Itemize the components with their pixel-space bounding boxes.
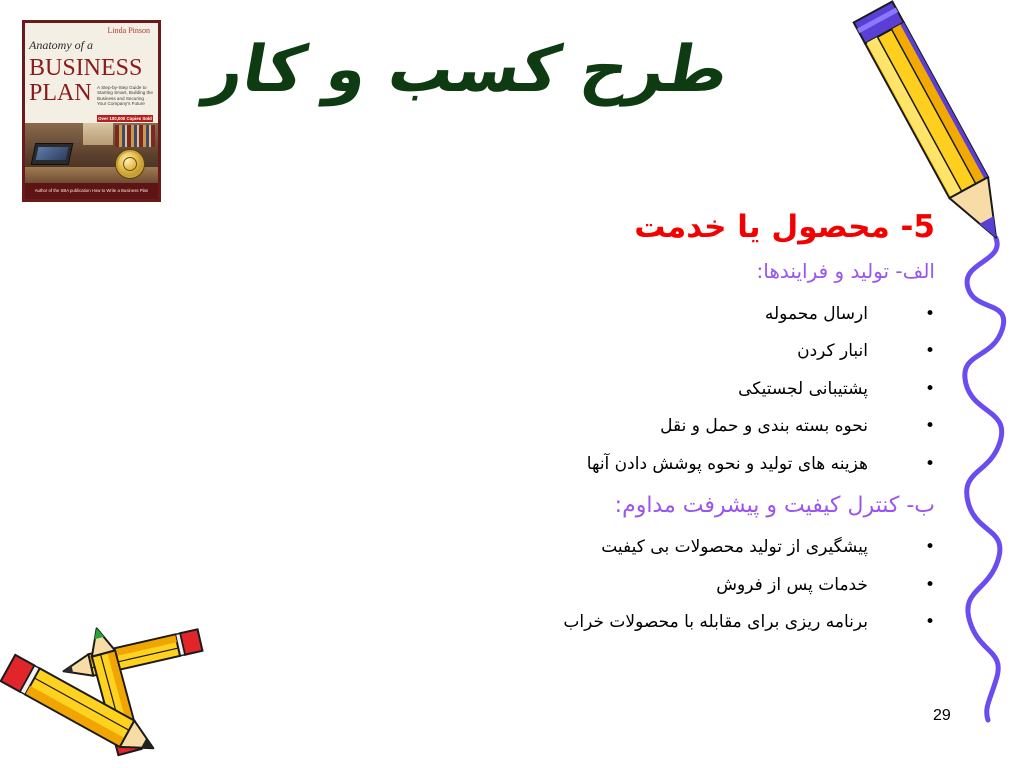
laptop-icon: [31, 143, 74, 165]
bullet-icon: •: [924, 574, 935, 595]
bullet-list: [415, 529, 935, 642]
list-item-text: خدمات پس از فروش: [716, 574, 868, 595]
book-cover-photo: [25, 123, 158, 183]
bullet-icon: •: [924, 453, 935, 474]
list-item: [415, 295, 935, 333]
window-shape: [83, 123, 113, 145]
list-item: [415, 604, 935, 642]
bookshelf-shape: [115, 125, 155, 147]
section-heading: ب- کنترل کیفیت و پیشرفت مداوم:: [614, 492, 935, 518]
list-item: [415, 566, 935, 604]
crossed-pencils-icon: [1, 625, 203, 761]
list-item: [415, 370, 935, 408]
laptop-screen: [36, 147, 69, 160]
list-item-text: نحوه بسته بندی و حمل و نقل: [660, 416, 868, 437]
bullet-icon: •: [924, 378, 935, 399]
slide-body: [415, 206, 935, 641]
page-number: 29: [933, 707, 951, 724]
book-author: Linda Pinson: [107, 26, 150, 35]
bullet-icon: •: [924, 341, 935, 362]
book-title-line-2: PLAN: [29, 80, 92, 106]
pencil-icon: [61, 629, 202, 682]
bullet-icon: •: [924, 303, 935, 324]
main-heading: 5- محصول یا خدمت: [634, 209, 935, 245]
book-footer-band: [25, 183, 158, 199]
book-footer-text: Author of the SBA publication How to Write a Business Plan: [34, 188, 149, 193]
list-item-text: ارسال محموله: [764, 303, 868, 324]
list-item: [415, 445, 935, 483]
bullet-icon: •: [924, 537, 935, 558]
list-item: [415, 333, 935, 371]
slide-title: طرح کسب و کار: [200, 33, 735, 107]
list-item: [415, 408, 935, 446]
book-sales-badge: Over 100,000 Copies Sold: [98, 116, 152, 121]
book-title-prefix: Anatomy of a: [29, 38, 93, 52]
list-item-text: پشتیبانی لجستیکی: [738, 378, 868, 399]
list-item-text: انبار کردن: [797, 341, 868, 362]
book-cover-image: [22, 20, 161, 202]
bullet-list: [415, 295, 935, 483]
list-item-text: برنامه ریزی برای مقابله با محصولات خراب: [563, 612, 868, 633]
bullet-icon: •: [924, 612, 935, 633]
list-item: [415, 529, 935, 567]
list-item-text: هزینه های تولید و نحوه پوشش دادن آنها: [586, 453, 868, 474]
wavy-line-icon: [965, 238, 1004, 720]
section-heading: الف- تولید و فرایندها:: [756, 259, 935, 283]
book-title-line-1: BUSINESS: [29, 55, 143, 81]
bullet-icon: •: [924, 416, 935, 437]
gold-seal-ring: [123, 157, 137, 171]
book-subtitle: A Step-by-Step Guide to Starting Smart, Building the Business and Securing Your Company's Future: [97, 85, 153, 106]
list-item-text: پیشگیری از تولید محصولات بی کیفیت: [601, 537, 868, 558]
gold-seal-icon: [115, 149, 145, 179]
